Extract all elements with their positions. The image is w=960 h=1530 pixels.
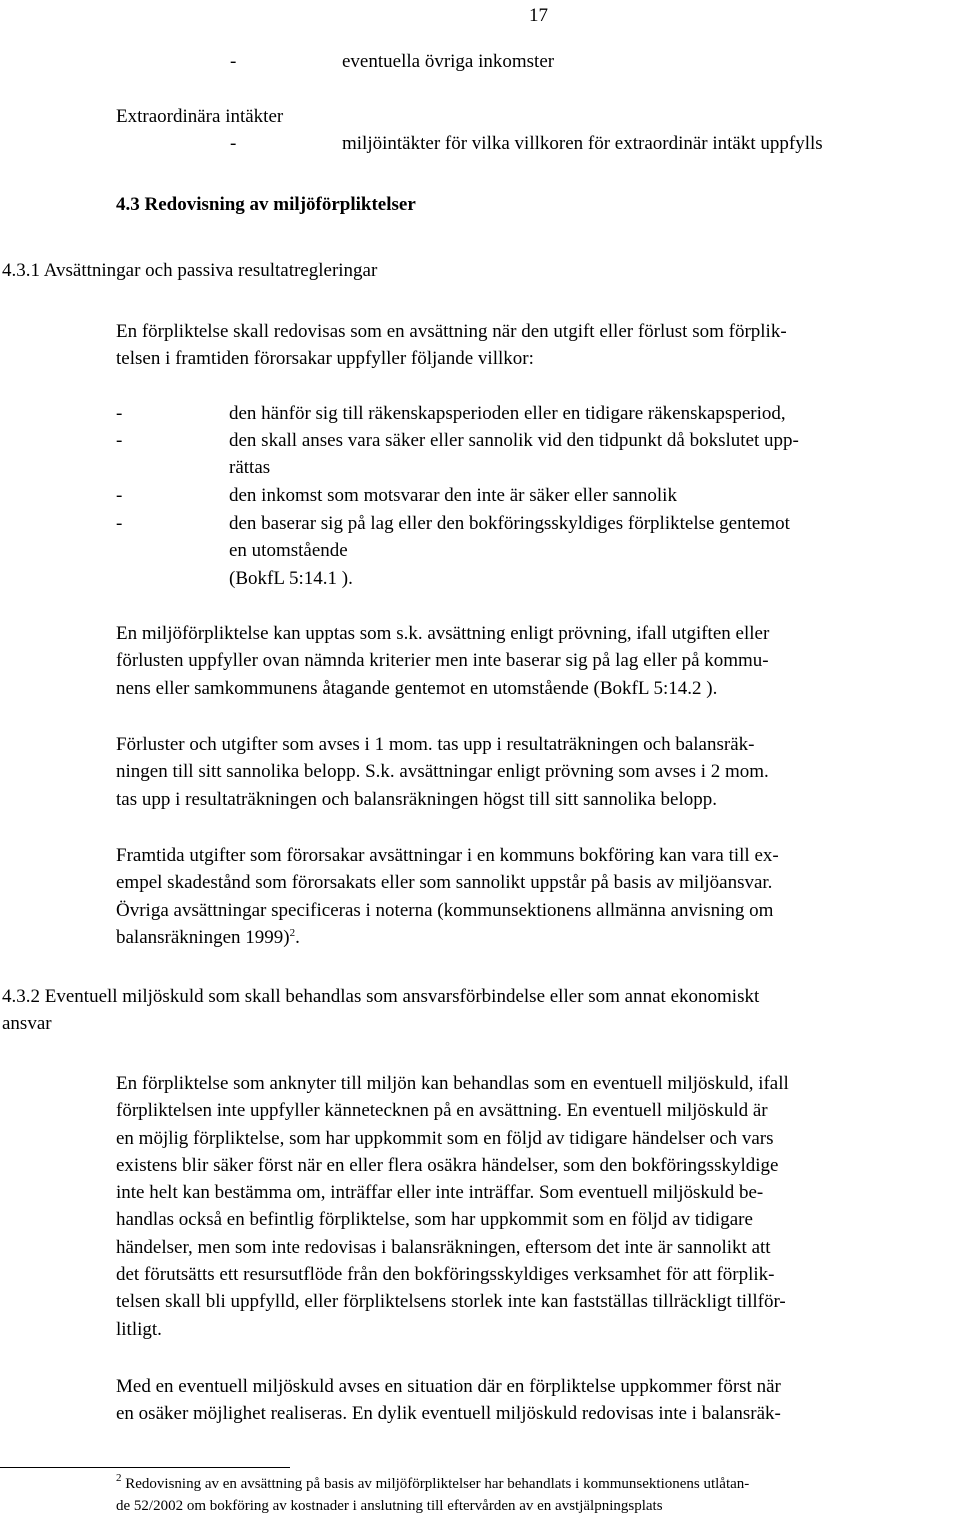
text-line: nens eller samkommunens åtagande gentemot en utomstående (BokfL 5:14.2 ). (116, 677, 718, 699)
text-line: förlusten uppfyller ovan nämnda kriterier men inte baserar sig på lag eller på kommu- (116, 650, 769, 672)
text-line: den inkomst som motsvarar den inte är säker eller sannolik (229, 485, 677, 506)
text-fragment: . (295, 926, 300, 948)
page-number: 17 (529, 5, 548, 26)
condition-item (229, 400, 786, 427)
text-line: den hänför sig till räkenskapsperioden eller en tidigare räkenskapsperiod, (229, 403, 786, 424)
text-line: existens blir säker först när en eller flera osäkra händelser, som den bokföringsskyldige (116, 1154, 779, 1176)
text-line: en osäker möjlighet realiseras. En dylik eventuell miljöskuld redovisas inte i balansräk- (116, 1403, 781, 1425)
text-line: rättas (229, 457, 271, 479)
text-line: telsen i framtiden förorsakar uppfyller följande villkor: (116, 348, 534, 370)
text-line: den skall anses vara säker eller sannolik vid den tidpunkt då bokslutet upp- (229, 430, 799, 451)
text-line: En förpliktelse skall redovisas som en avsättning när den utgift eller förlust som förplik- (116, 321, 787, 342)
list-dash: - (230, 51, 237, 72)
text-line: förpliktelsen inte uppfyller kännetecknen på en avsättning. En eventuell miljöskuld är (116, 1100, 768, 1122)
section-heading-4-3-2 (2, 983, 759, 1038)
list-dash: - (116, 485, 123, 506)
text-line: inte helt kan bestämma om, inträffar eller inte inträffar. Som eventuell miljöskuld be- (116, 1182, 764, 1204)
footnote-divider (0, 1467, 290, 1468)
text-line: ansvar (2, 1013, 52, 1035)
intro-paragraph (116, 318, 787, 373)
text-line: litligt. (116, 1318, 162, 1340)
text-line: en utomstående (229, 540, 348, 562)
list-dash: - (116, 403, 123, 424)
condition-item (229, 510, 790, 592)
list-dash: - (116, 513, 123, 534)
text-line: Övriga avsättningar specificeras i noterna (kommunsektionens allmänna anvisning om (116, 899, 774, 921)
text-line: En förpliktelse som anknyter till miljön kan behandlas som en eventuell miljöskuld, ifall (116, 1073, 789, 1094)
text-line: tas upp i resultaträkningen och balansräkningen högst till sitt sannolika belopp. (116, 788, 718, 810)
text-line: Med en eventuell miljöskuld avses en situation där en förpliktelse uppkommer först när (116, 1376, 781, 1397)
text-line: den baserar sig på lag eller den bokföringsskyldiges förpliktelse gentemot (229, 513, 790, 534)
list-item-text: eventuella övriga inkomster (342, 51, 555, 72)
text-line: 4.3.2 Eventuell miljöskuld som skall behandlas som ansvarsförbindelse eller som annat ekonomiskt (2, 986, 760, 1007)
text-line: En miljöförpliktelse kan upptas som s.k. avsättning enligt prövning, ifall utgiften eller (116, 623, 770, 644)
text-line: ningen till sitt sannolika belopp. S.k. avsättningar enligt prövning som avses i 2 mom. (116, 761, 769, 783)
text-line: (BokfL 5:14.1 ). (229, 567, 353, 589)
text-line: en möjlig förpliktelse, som har uppkommit som en följd av tidigare händelser och vars (116, 1127, 774, 1149)
text-line: empel skadestånd som förorsakats eller som sannolikt uppstår på basis av miljöansvar. (116, 872, 773, 894)
losses-paragraph (116, 731, 769, 813)
text-fragment: Redovisning av en avsättning på basis av miljöförpliktelser har behandlats i kommunsektionens utlåtan- (125, 1476, 750, 1492)
extraordinary-income-label: Extraordinära intäkter (116, 106, 284, 127)
footnote (116, 1473, 749, 1517)
text-fragment: balansräkningen 1999) (116, 926, 290, 948)
text-line: händelser, men som inte redovisas i balansräkningen, eftersom det inte är sannolikt att (116, 1236, 771, 1258)
footnote-number: 2 (116, 1472, 122, 1484)
list-dash: - (230, 133, 237, 154)
condition-item (229, 427, 799, 482)
environmental-obligation-paragraph (116, 620, 769, 702)
list-item-text: miljöintäkter för vilka villkoren för extraordinär intäkt uppfylls (342, 133, 823, 154)
section-heading-4-3: 4.3 Redovisning av miljöförpliktelser (116, 194, 416, 215)
text-line: de 52/2002 om bokföring av kostnader i anslutning till eftervården av en avstjälpningsplats (116, 1498, 663, 1514)
future-costs-paragraph (116, 842, 779, 951)
text-line: det förutsätts ett resursutflöde från den bokföringsskyldiges verksamhet för att förplik- (116, 1264, 775, 1286)
text-line: Framtida utgifter som förorsakar avsättningar i en kommuns bokföring kan vara till ex- (116, 845, 779, 866)
contingent-liability-paragraph (116, 1070, 789, 1343)
section-heading-4-3-1: 4.3.1 Avsättningar och passiva resultatregleringar (2, 260, 378, 281)
text-line: telsen skall bli uppfylld, eller förpliktelsens storlek inte kan fastställas tillräckligt tillför- (116, 1291, 786, 1313)
text-line: Förluster och utgifter som avses i 1 mom. tas upp i resultaträkningen och balansräk- (116, 734, 755, 755)
text-line: handlas också en befintlig förpliktelse, som har uppkommit som en följd av tidigare (116, 1209, 753, 1231)
footnote-reference[interactable]: 2 (289, 926, 296, 939)
text-line (116, 924, 779, 951)
condition-item (229, 482, 677, 509)
list-dash: - (116, 430, 123, 451)
contingent-liability-definition-paragraph (116, 1373, 781, 1428)
text-line (116, 1473, 749, 1495)
